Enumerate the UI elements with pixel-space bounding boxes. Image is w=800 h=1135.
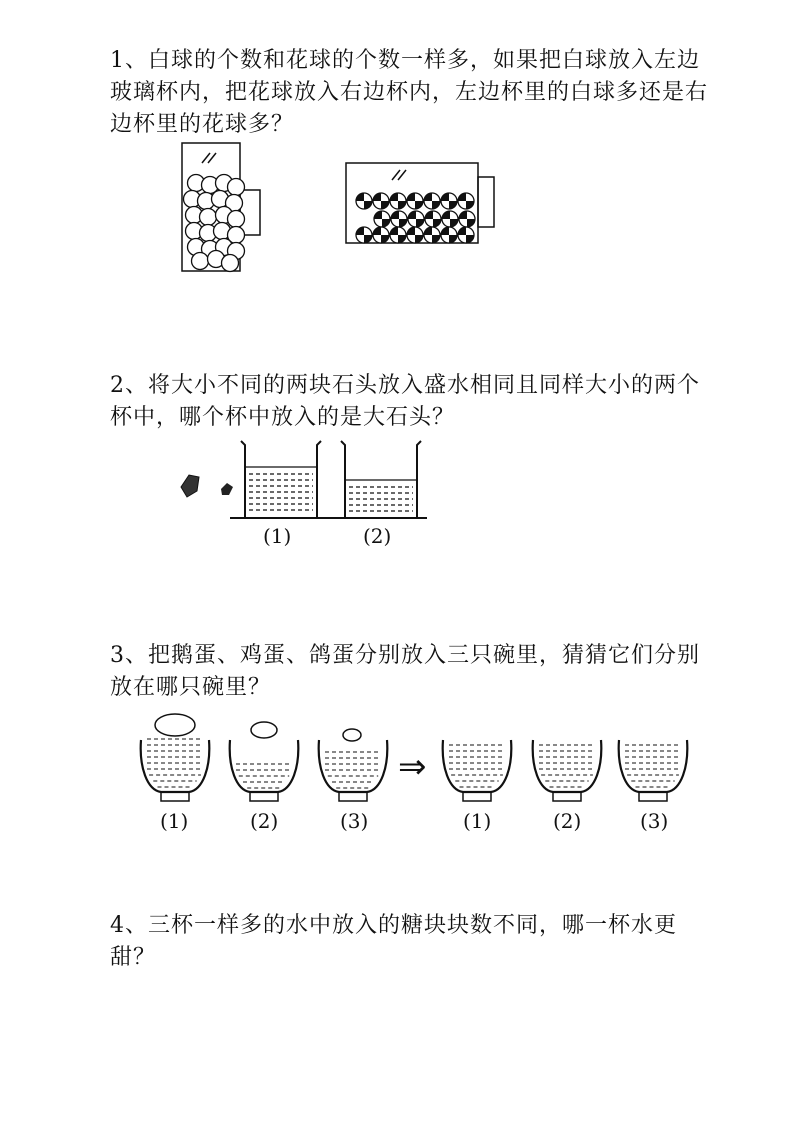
question-4: 4、三杯一样多的水中放入的糖块块数不同，哪一杯水更甜？ <box>110 913 677 970</box>
question-2: 2、将大小不同的两块石头放入盛水相同且同样大小的两个杯中，哪个杯中放入的是大石头？ <box>110 373 700 430</box>
question-1: 1、白球的个数和花球的个数一样多，如果把白球放入左边玻璃杯内，把花球放入右边杯内，左边杯里的白球多还是右边杯里的花球多？ <box>110 48 709 137</box>
cup-2-label: (2) <box>363 524 392 548</box>
flower-ball <box>356 227 372 243</box>
white-balls <box>184 175 245 272</box>
bowl-after-3 <box>619 740 688 801</box>
bowl-after-2 <box>533 740 602 801</box>
flower-ball <box>407 193 423 209</box>
bowl-3 <box>319 740 388 801</box>
flower-ball <box>408 211 424 227</box>
bowl-label-2: (2) <box>250 809 279 833</box>
bowl-label-after-2: (2) <box>553 809 582 833</box>
bowl-label-after-3: (3) <box>640 809 669 833</box>
question-3: 3、把鹅蛋、鸡蛋、鸽蛋分别放入三只碗里，猜猜它们分别放在哪只碗里？ <box>110 643 700 700</box>
flower-ball <box>424 227 440 243</box>
big-stone-icon <box>181 475 199 497</box>
flower-ball <box>373 227 389 243</box>
flower-ball <box>458 227 474 243</box>
figure-1-jars <box>170 135 510 280</box>
bowl-after-1 <box>443 740 512 801</box>
cup-2 <box>341 441 421 518</box>
arrow-icon: ⇒ <box>398 747 427 787</box>
flower-ball <box>441 193 457 209</box>
white-ball <box>200 209 217 226</box>
flower-ball <box>391 211 407 227</box>
figure-3-bowls <box>135 712 705 837</box>
cup-1 <box>241 441 321 518</box>
bowl-label-3: (3) <box>340 809 369 833</box>
bowl-label-after-1: (1) <box>463 809 492 833</box>
flower-ball <box>356 193 372 209</box>
flower-ball <box>390 227 406 243</box>
figure-2-cups <box>175 435 435 555</box>
flower-ball <box>459 211 475 227</box>
flower-ball <box>425 211 441 227</box>
white-ball <box>228 211 245 228</box>
goose-egg <box>155 714 195 736</box>
flower-ball <box>407 227 423 243</box>
small-stone-icon <box>221 483 233 495</box>
white-ball <box>228 179 245 196</box>
flower-ball <box>442 211 458 227</box>
flower-ball <box>374 211 390 227</box>
flower-ball <box>373 193 389 209</box>
flower-ball <box>458 193 474 209</box>
cup-1-label: (1) <box>263 524 292 548</box>
pigeon-egg <box>343 729 361 741</box>
flower-ball <box>424 193 440 209</box>
flower-ball <box>390 193 406 209</box>
bowl-1 <box>141 739 210 801</box>
chicken-egg <box>251 722 277 738</box>
white-ball <box>222 255 239 272</box>
white-ball <box>192 253 209 270</box>
bowl-label-1: (1) <box>160 809 189 833</box>
flower-balls <box>356 193 475 243</box>
bowl-2 <box>230 740 299 801</box>
flower-ball <box>441 227 457 243</box>
